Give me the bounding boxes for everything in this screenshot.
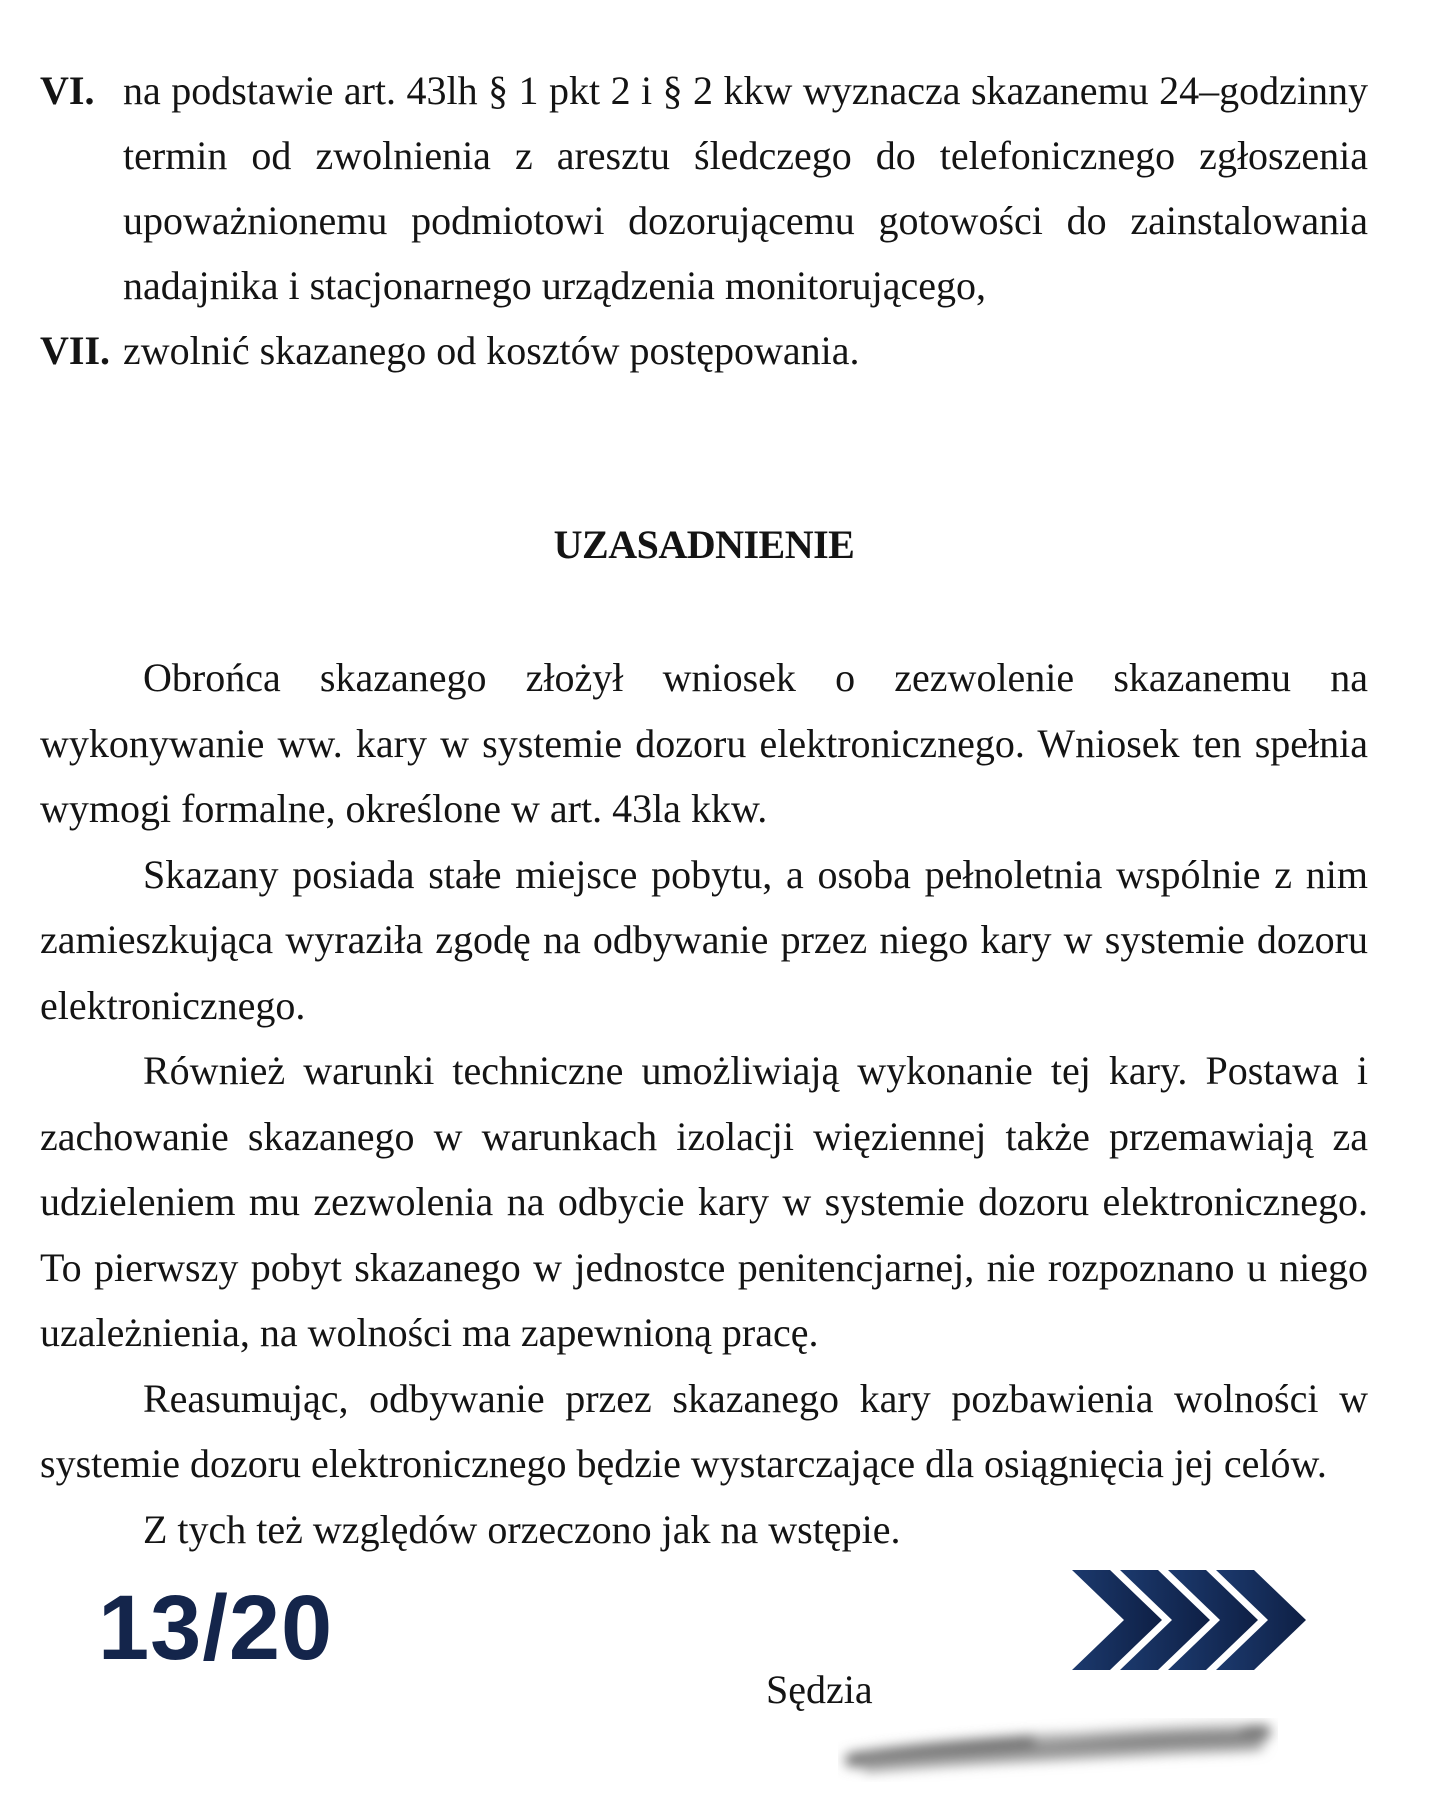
point-number: VII. bbox=[40, 328, 111, 373]
justification-paragraph: Skazany posiada stałe miejsce pobytu, a osoba pełnoletnia wspólnie z nim zamieszkująca wyraziła zgodę na odbywanie przez niego kary w systemie dozoru elektronicznego. bbox=[40, 851, 1368, 1028]
judge-label: Sędzia bbox=[766, 1667, 873, 1712]
triple-chevron-right-icon[interactable] bbox=[1072, 1568, 1308, 1672]
page-counter: 13/20 bbox=[98, 1577, 334, 1679]
verdict-points bbox=[40, 58, 1368, 383]
justification-heading: UZASADNIENIE bbox=[553, 522, 855, 567]
verdict-point-vii bbox=[40, 318, 1368, 383]
verdict-point-vi bbox=[40, 58, 1368, 318]
justification-body bbox=[40, 645, 1368, 1562]
signature-image bbox=[838, 1718, 1278, 1782]
point-text: na podstawie art. 43lh § 1 pkt 2 i § 2 kkw wyznacza skazanemu 24–godzinny termin od zwolnienia z aresztu śledczego do telefonicznego zgłoszenia upoważnionemu podmiotowi dozorującemu gotowości do zainstalowania nadajnika i stacjonarnego urządzenia monitorującego, bbox=[123, 68, 1368, 308]
point-number: VI. bbox=[40, 68, 95, 113]
point-text: zwolnić skazanego od kosztów postępowania. bbox=[123, 328, 860, 373]
justification-paragraph: Reasumując, odbywanie przez skazanego kary pozbawienia wolności w systemie dozoru elektronicznego będzie wystarczające dla osiągnięcia jej celów. bbox=[40, 1375, 1368, 1486]
justification-paragraph: Z tych też względów orzeczono jak na wstępie. bbox=[143, 1506, 901, 1552]
justification-paragraph: Również warunki techniczne umożliwiają wykonanie tej kary. Postawa i zachowanie skazanego w warunkach izolacji więziennej także przemawiają za udzieleniem mu zezwolenia na odbycie kary w systemie dozoru elektronicznego. To pierwszy pobyt skazanego w jednostce penitencjarnej, nie rozpoznano u niego uzależnienia, na wolności ma zapewnioną pracę. bbox=[40, 1048, 1368, 1355]
justification-paragraph: Obrońca skazanego złożył wniosek o zezwolenie skazanemu na wykonywanie ww. kary w systemie dozoru elektronicznego. Wniosek ten spełnia wymogi formalne, określone w art. 43la kkw. bbox=[40, 655, 1368, 831]
